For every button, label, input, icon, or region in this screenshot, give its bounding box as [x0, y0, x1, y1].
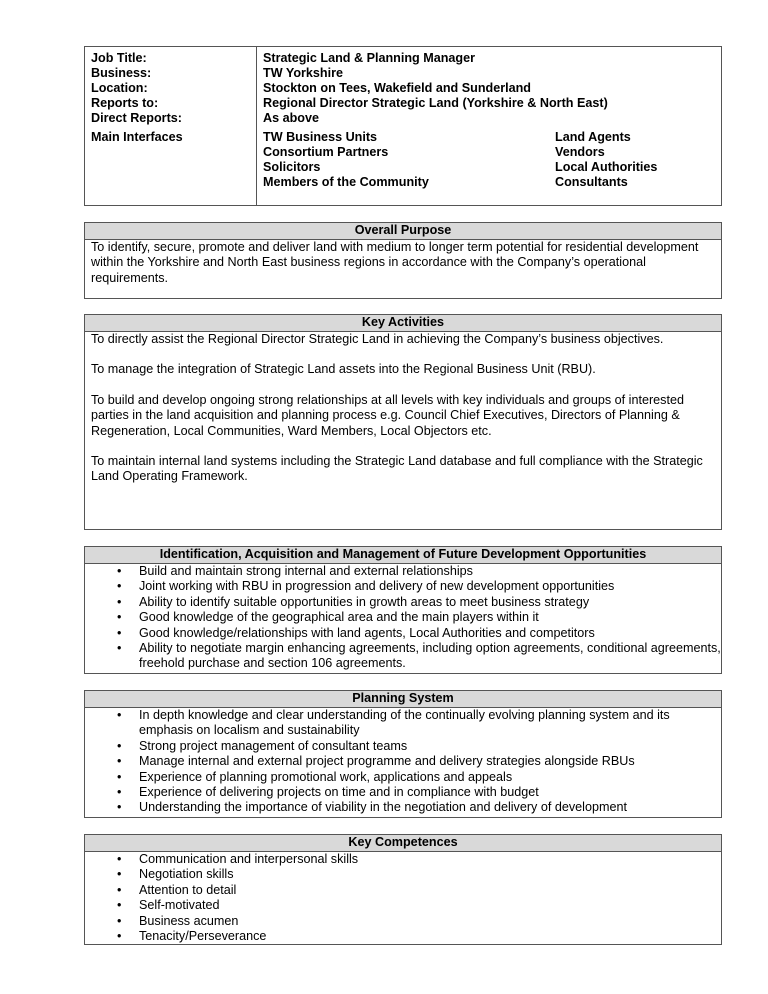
section-title: Key Competences [85, 835, 721, 852]
label-direct-reports: Direct Reports: [91, 111, 182, 125]
list-item: • Good knowledge of the geographical area and the main players within it [139, 610, 721, 625]
list-item: • Business acumen [139, 914, 721, 929]
value-reports-to: Regional Director Strategic Land (Yorkshire & North East) [263, 96, 608, 110]
list-item: • Experience of planning promotional work, applications and appeals [139, 770, 721, 785]
list-item: • Understanding the importance of viability in the negotiation and delivery of development [139, 800, 721, 815]
list-item: • Build and maintain strong internal and external relationships [139, 564, 721, 579]
list-item: • Communication and interpersonal skills [139, 852, 721, 867]
list-item: • Good knowledge/relationships with land agents, Local Authorities and competitors [139, 626, 721, 641]
identification-list [85, 564, 721, 672]
value-business: TW Yorkshire [263, 66, 344, 80]
label-main-interfaces: Main Interfaces [91, 130, 183, 144]
list-item: • Experience of delivering projects on time and in compliance with budget [139, 785, 721, 800]
list-item: • Joint working with RBU in progression and delivery of new development opportunities [139, 579, 721, 594]
competences-list [85, 852, 721, 944]
list-item: • Ability to negotiate margin enhancing agreements, including option agreements, conditional agreements, freehold purchase and section 106 agreements. [139, 641, 721, 672]
list-item: • Manage internal and external project programme and delivery strategies alongside RBUs [139, 754, 721, 769]
overall-purpose-section [84, 222, 722, 299]
interface-item: Consultants [555, 175, 628, 189]
interface-item: Solicitors [263, 160, 321, 174]
interface-item: TW Business Units [263, 130, 378, 144]
key-competences-section [84, 834, 722, 945]
identification-section [84, 546, 722, 674]
interface-item: Land Agents [555, 130, 631, 144]
list-item: • Attention to detail [139, 883, 721, 898]
list-item: • In depth knowledge and clear understanding of the continually evolving planning system and its emphasis on localism and sustainability [139, 708, 721, 739]
label-location: Location: [91, 81, 148, 95]
job-details-table [84, 46, 722, 206]
activity-paragraph: To maintain internal land systems including the Strategic Land database and full compliance with the Strategic Land Operating Framework. [91, 454, 703, 484]
label-reports-to: Reports to: [91, 96, 159, 110]
activity-paragraph: To directly assist the Regional Director Strategic Land in achieving the Company’s business objectives. [91, 332, 664, 346]
section-title: Identification, Acquisition and Management of Future Development Opportunities [85, 547, 721, 564]
list-item: • Self-motivated [139, 898, 721, 913]
interface-item: Members of the Community [263, 175, 429, 189]
list-item: • Strong project management of consultant teams [139, 739, 721, 754]
list-item: • Tenacity/Perseverance [139, 929, 721, 944]
activity-paragraph: To build and develop ongoing strong relationships at all levels with key individuals and groups of interested parties in the land acquisition and planning process e.g. Council Chief Executives, Directors of Planning & Regeneration, Local Communities, Ward Members, Local Objectors etc. [91, 392, 684, 438]
column-divider [256, 47, 257, 205]
value-location: Stockton on Tees, Wakefield and Sunderland [263, 81, 532, 95]
activity-paragraph: To manage the integration of Strategic Land assets into the Regional Business Unit (RBU). [91, 362, 596, 377]
planning-system-section [84, 690, 722, 818]
key-activities-section [84, 314, 722, 530]
section-title: Planning System [85, 691, 721, 708]
list-item: • Ability to identify suitable opportunities in growth areas to meet business strategy [139, 595, 721, 610]
interface-item: Vendors [555, 145, 605, 159]
list-item: • Negotiation skills [139, 867, 721, 882]
planning-list [85, 708, 721, 816]
section-title: Overall Purpose [85, 223, 721, 240]
section-title: Key Activities [85, 315, 721, 332]
interface-item: Local Authorities [555, 160, 658, 174]
value-direct-reports: As above [263, 111, 319, 125]
label-job-title: Job Title: [91, 51, 147, 65]
overall-purpose-text: To identify, secure, promote and deliver land with medium to longer term potential for residential development within the Yorkshire and North East business regions in accordance with the Company’s operational requirements. [91, 240, 699, 285]
interface-item: Consortium Partners [263, 145, 389, 159]
value-job-title: Strategic Land & Planning Manager [263, 51, 476, 65]
label-business: Business: [91, 66, 152, 80]
